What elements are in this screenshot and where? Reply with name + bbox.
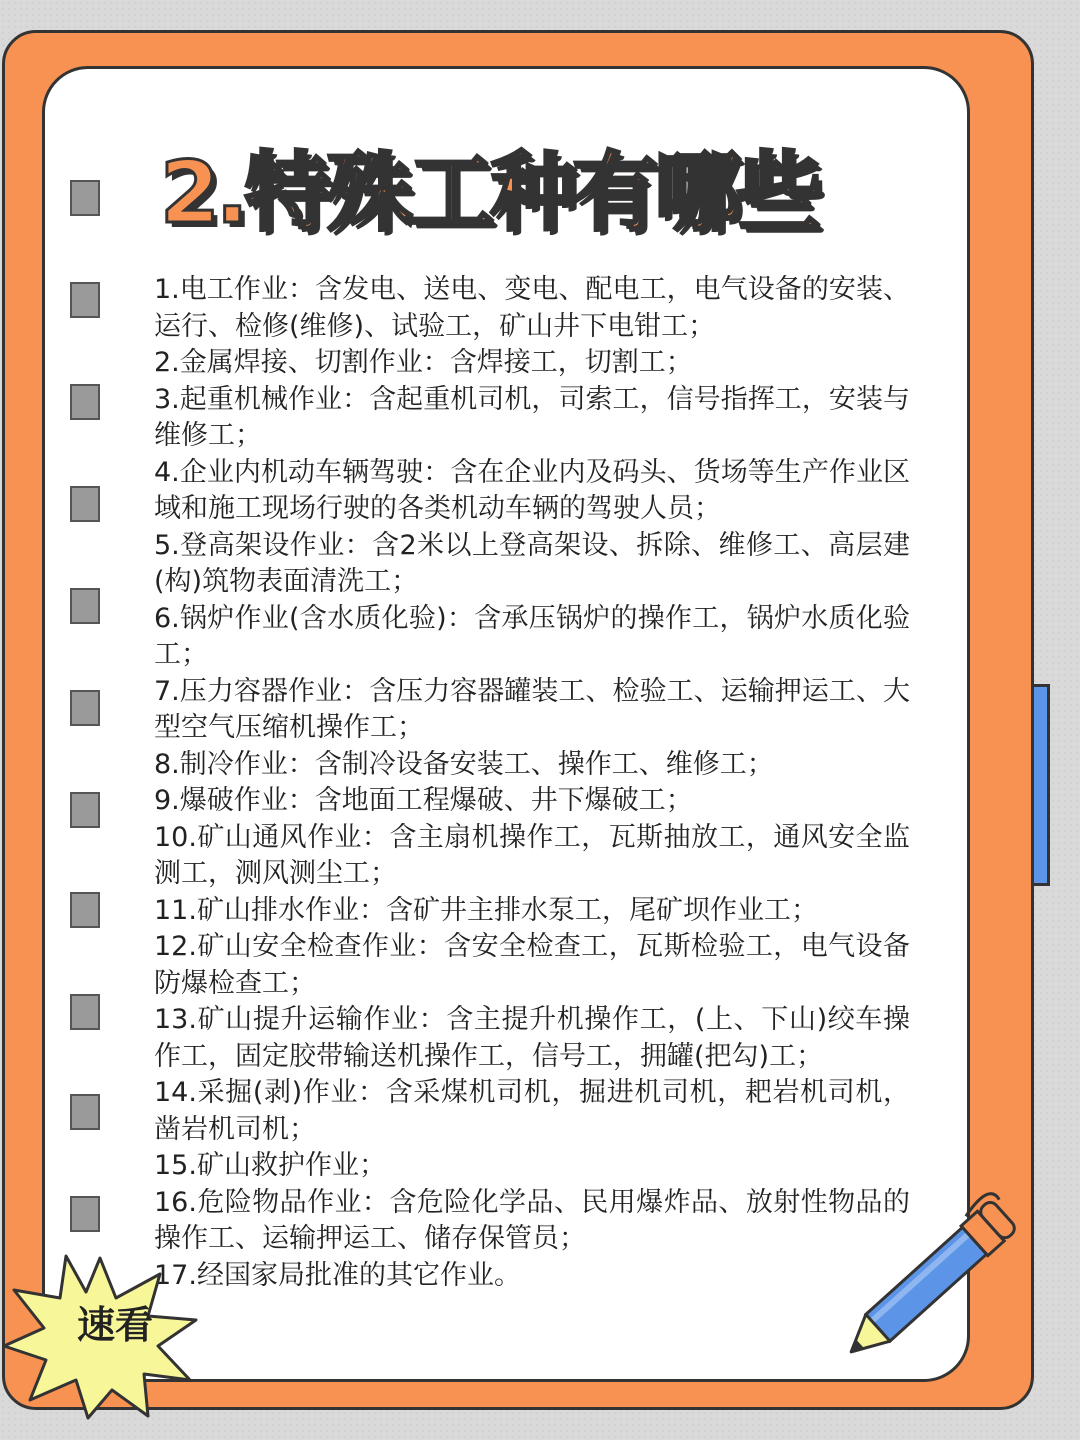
list-item: 5.登高架设作业：含2米以上登高架设、拆除、维修工、高层建(构)筑物表面清洗工； [154,529,910,597]
list-item: 11.矿山排水作业：含矿井主排水泵工，尾矿坝作业工； [154,894,818,926]
list-item: 17.经国家局批准的其它作业。 [154,1259,521,1291]
list-item: 2.金属焊接、切割作业：含焊接工，切割工； [154,347,693,378]
notebook-ring-icon [70,792,100,828]
list-item: 1.电工作业：含发电、送电、变电、配电工，电气设备的安装、运行、检修(维修)、试验工，矿山井下电钳工； [154,274,910,342]
list-item: 10.矿山通风作业：含主扇机操作工，瓦斯抽放工，通风安全监测工，测风测尘工； [154,821,910,889]
list-item: 12.矿山安全检查作业：含安全检查工，瓦斯检验工，电气设备防爆检查工； [154,931,910,999]
notebook-ring-icon [70,892,100,928]
notebook-ring-icon [70,282,100,318]
list-item: 9.爆破作业：含地面工程爆破、井下爆破工； [154,785,693,816]
list-item: 16.危险物品作业：含危险化学品、民用爆炸品、放射性物品的操作工、运输押运工、储存保管员； [154,1186,910,1254]
page-title: 2.特殊工种有哪些 [160,143,819,243]
notebook-ring-icon [70,1196,100,1232]
list-item: 3.起重机械作业：含起重机司机，司索工，信号指挥工，安装与维修工； [154,383,910,451]
list-item: 14.采掘(剥)作业：含采煤机司机，掘进机司机，耙岩机司机，凿岩机司机； [154,1077,910,1145]
list-item: 4.企业内机动车辆驾驶：含在企业内及码头、货场等生产作业区域和施工现场行驶的各类机动车辆的驾驶人员； [154,456,910,524]
notebook-ring-icon [70,486,100,522]
notebook-ring-icon [70,1094,100,1130]
notebook-ring-icon [70,994,100,1030]
notebook-ring-icon [70,588,100,624]
notebook-ring-icon [70,180,100,216]
list-item: 13.矿山提升运输作业：含主提升机操作工，(上、下山)绞车操作工，固定胶带输送机操作工，信号工，拥罐(把勾)工； [154,1004,910,1072]
pencil-icon [838,1180,1038,1370]
notebook-ring-icon [70,690,100,726]
list-item: 7.压力容器作业：含压力容器罐装工、检验工、运输押运工、大型空气压缩机操作工； [154,675,910,743]
list-item: 15.矿山救护作业； [154,1150,386,1181]
list-item: 6.锅炉作业(含水质化验)：含承压锅炉的操作工，锅炉水质化验工； [154,602,910,670]
badge-label: 速看 [76,1303,153,1347]
item-list [154,272,910,1294]
notebook-ring-icon [70,384,100,420]
list-item: 8.制冷作业：含制冷设备安装工、操作工、维修工； [154,748,774,780]
